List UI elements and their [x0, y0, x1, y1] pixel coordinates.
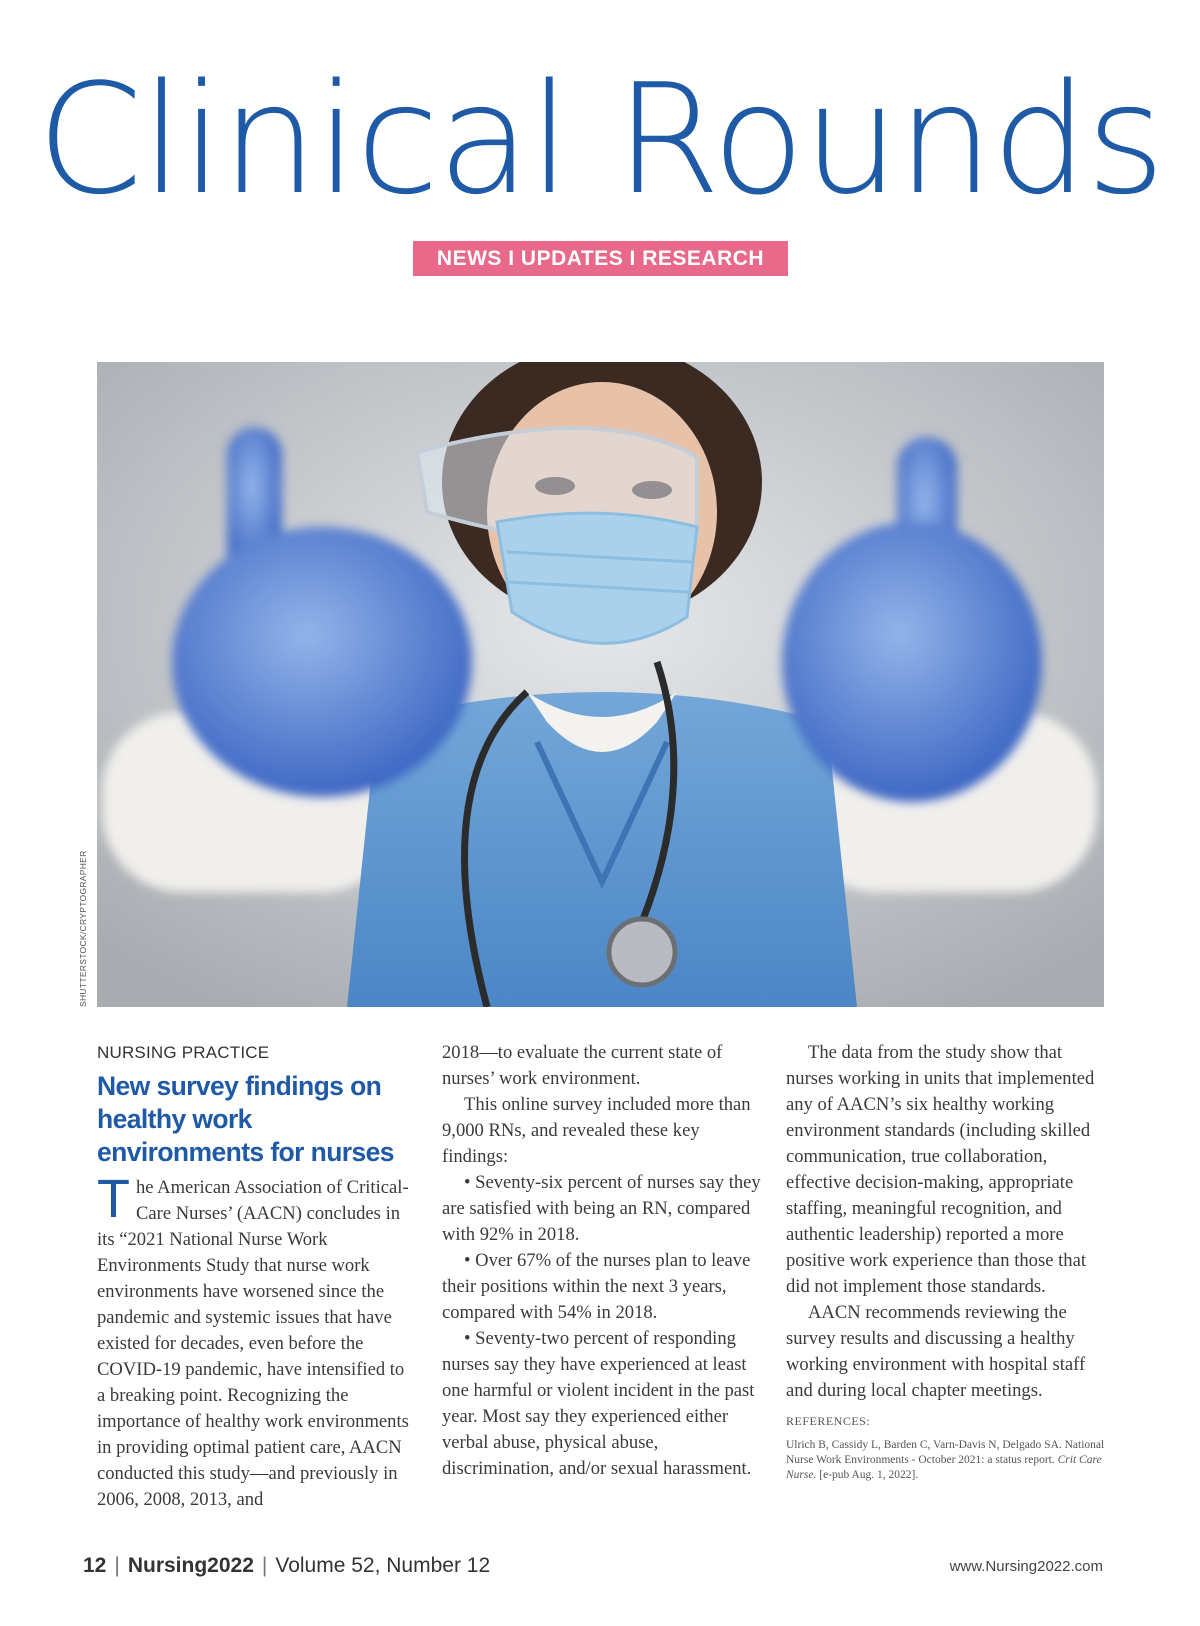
footer-separator: |	[114, 1554, 120, 1577]
section-label: NURSING PRACTICE	[97, 1043, 270, 1062]
paragraph: 2018—to evaluate the current state of nurses’ work environment.	[442, 1042, 723, 1089]
publication-name: Nursing2022	[127, 1554, 254, 1577]
issue-info: Volume 52, Number 12	[275, 1554, 491, 1577]
paragraph: This online survey included more than 9,000 RNs, and revealed these key findings:	[442, 1094, 751, 1167]
bullet-item: • Seventy-two percent of responding nurses say they have experienced at least one harmful or violent incident in the past year. Most say they experienced either verbal abuse, physical abuse, discrimination, and/or sexual harassment.	[442, 1328, 755, 1479]
drop-cap: T	[97, 1169, 130, 1229]
photo-credit: SHUTTERSTOCK/CRYPTOGRAPHER	[78, 850, 88, 1007]
website-link[interactable]: www.Nursing2022.com	[949, 1558, 1103, 1575]
reference-entry	[786, 1438, 1106, 1483]
column-1	[97, 1040, 417, 1513]
references-label: REFERENCES:	[786, 1414, 871, 1428]
page-footer	[83, 1554, 490, 1578]
nurse-photo	[97, 362, 1104, 1007]
masthead-tagline: NEWS I UPDATES I RESEARCH	[413, 241, 788, 276]
bullet-item: • Over 67% of the nurses plan to leave their positions within the next 3 years, compared with 54% in 2018.	[442, 1250, 751, 1323]
intro-text: he American Association of Critical-Care Nurses’ (AACN) concludes in its “2021 National Nurse Work Environments Study that nurse work environments have worsened since the pandemic and systemic issues that have existed for decades, even before the COVID-19 pandemic, have intensified to a breaking point. Recognizing the importance of healthy work environments in providing optimal patient care, AACN conducted this study—and previously in 2006, 2008, 2013, and	[97, 1177, 409, 1510]
intro-paragraph	[97, 1169, 417, 1513]
reference-journal: Crit Care Nurse.	[786, 1454, 1102, 1481]
page-number: 12	[83, 1554, 107, 1577]
masthead-title: Clinical Rounds	[36, 51, 1164, 228]
paragraph: AACN recommends reviewing the survey results and discussing a healthy working environment with hospital staff and during local chapter meetings.	[786, 1302, 1086, 1401]
reference-text: Ulrich B, Cassidy L, Barden C, Varn-Davis N, Delgado SA. National Nurse Work Environments - October 2021: a status report.	[786, 1439, 1105, 1466]
column-3	[786, 1040, 1106, 1483]
bullet-item: • Seventy-six percent of nurses say they are satisfied with being an RN, compared with 92% in 2018.	[442, 1172, 761, 1245]
reference-epub: [e-pub Aug. 1, 2022].	[819, 1469, 919, 1481]
paragraph: The data from the study show that nurses working in units that implemented any of AACN’s six healthy working environment standards (including skilled communication, true collaboration, effective decision-making, appropriate staffing, meaningful recognition, and authentic leadership) reported a more positive work experience than those that did not implement those standards.	[786, 1042, 1095, 1297]
article-headline: New survey findings on healthy work environments for nurses	[97, 1071, 394, 1167]
column-2	[442, 1040, 762, 1482]
footer-separator: |	[261, 1554, 268, 1577]
